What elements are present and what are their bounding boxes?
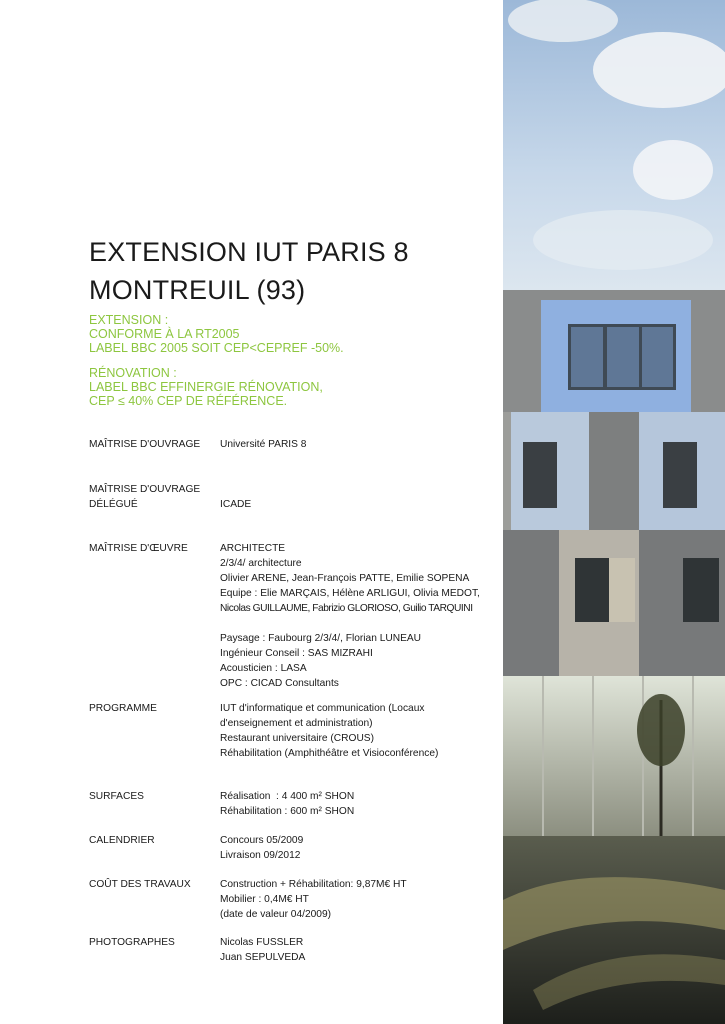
info-label xyxy=(89,482,221,512)
info-label-line: MAÎTRISE D'OUVRAGE xyxy=(89,484,201,495)
info-value-line: OPC : CICAD Consultants xyxy=(220,678,339,689)
page-title xyxy=(89,233,409,309)
info-value-line: Livraison 09/2012 xyxy=(220,850,301,861)
info-label xyxy=(89,833,221,848)
renovation-label-line: CEP ≤ 40% CEP DE RÉFÉRENCE. xyxy=(89,394,288,408)
info-value-line: Acousticien : LASA xyxy=(220,663,307,674)
info-label xyxy=(89,541,221,556)
info-value-line: Nicolas FUSSLER xyxy=(220,937,304,948)
info-label-line: COÛT DES TRAVAUX xyxy=(89,879,191,890)
info-label-line: MAÎTRISE D'OUVRAGE xyxy=(89,439,201,450)
info-label xyxy=(89,877,221,892)
info-value-line: Mobilier : 0,4M€ HT xyxy=(220,894,309,905)
info-label xyxy=(89,437,221,452)
info-value xyxy=(220,437,505,452)
info-value-line xyxy=(220,616,505,631)
info-label xyxy=(89,701,221,716)
info-value-line: Réalisation : 4 400 m² SHON xyxy=(220,791,355,802)
info-value-line: Réhabilitation (Amphithéâtre et Visioconférence) xyxy=(220,748,439,759)
info-label xyxy=(89,935,221,950)
info-value-line: Ingénieur Conseil : SAS MIZRAHI xyxy=(220,648,373,659)
info-value-line xyxy=(220,482,505,497)
building-photo xyxy=(503,0,725,1024)
info-value-line: d'enseignement et administration) xyxy=(220,718,373,729)
info-value-line: Concours 05/2009 xyxy=(220,835,304,846)
info-label-line: DÉLÉGUÉ xyxy=(89,499,138,510)
info-value xyxy=(220,833,505,863)
info-value-line: Restaurant universitaire (CROUS) xyxy=(220,733,374,744)
title-line-1: EXTENSION IUT PARIS 8 xyxy=(89,237,409,267)
info-value-line: Equipe : Elie MARÇAIS, Hélène ARLIGUI, Olivia MEDOT, xyxy=(220,588,480,599)
info-value-line: Juan SEPULVEDA xyxy=(220,952,306,963)
renovation-label-line: LABEL BBC EFFINERGIE RÉNOVATION, xyxy=(89,380,323,394)
info-label-line: SURFACES xyxy=(89,791,144,802)
info-label-line: PHOTOGRAPHES xyxy=(89,937,175,948)
renovation-label-line: RÉNOVATION : xyxy=(89,366,177,380)
info-value xyxy=(220,789,505,819)
info-value-line: Paysage : Faubourg 2/3/4/, Florian LUNEAU xyxy=(220,633,422,644)
info-value xyxy=(220,482,505,512)
info-value xyxy=(220,541,505,691)
info-value-line: (date de valeur 04/2009) xyxy=(220,909,332,920)
info-label-line: MAÎTRISE D'ŒUVRE xyxy=(89,543,188,554)
info-value xyxy=(220,877,505,922)
info-value-line: Nicolas GUILLAUME, Fabrizio GLORIOSO, Guilio TARQUINI xyxy=(220,603,473,614)
extension-label-line: CONFORME À LA RT2005 xyxy=(89,327,240,341)
info-value-line: IUT d'informatique et communication (Locaux xyxy=(220,703,425,714)
info-value-line: ARCHITECTE xyxy=(220,543,286,554)
extension-label-line: LABEL BBC 2005 SOIT CEP<CEPREF -50%. xyxy=(89,341,344,355)
info-value-line: Réhabilitation : 600 m² SHON xyxy=(220,806,355,817)
info-value xyxy=(220,935,505,965)
info-value xyxy=(220,701,505,761)
extension-label-line: EXTENSION : xyxy=(89,313,169,327)
title-line-2: MONTREUIL (93) xyxy=(89,275,306,305)
info-label-line: PROGRAMME xyxy=(89,703,157,714)
info-label-line: CALENDRIER xyxy=(89,835,155,846)
info-value-line: ICADE xyxy=(220,499,252,510)
info-value-line: 2/3/4/ architecture xyxy=(220,558,302,569)
renovation-label xyxy=(89,366,323,408)
info-value-line: Construction + Réhabilitation: 9,87M€ HT xyxy=(220,879,407,890)
info-label xyxy=(89,789,221,804)
extension-label xyxy=(89,313,344,355)
info-value-line: Olivier ARENE, Jean-François PATTE, Emilie SOPENA xyxy=(220,573,470,584)
info-value-line: Université PARIS 8 xyxy=(220,439,307,450)
